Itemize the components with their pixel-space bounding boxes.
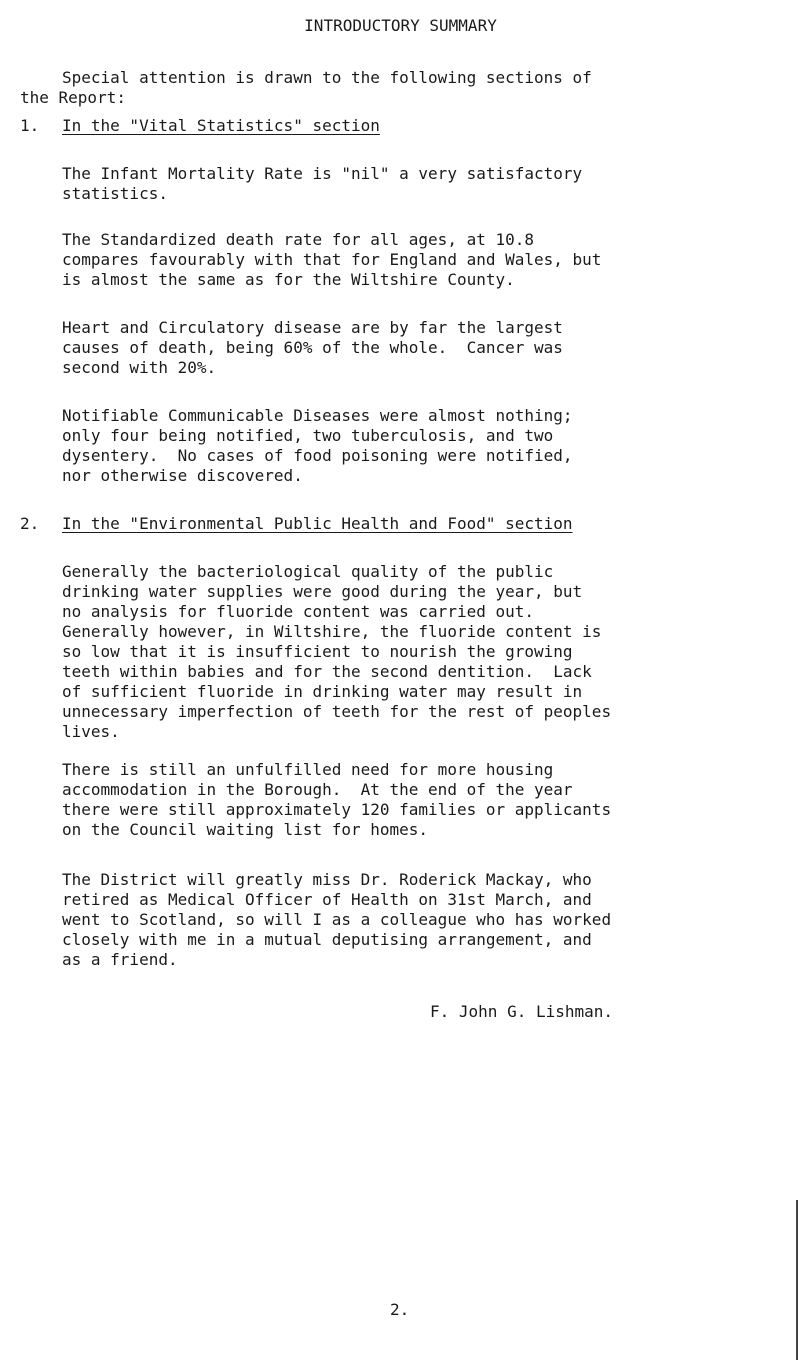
section-1-paragraph-4: Notifiable Communicable Diseases were almost nothing; only four being notified, two tuberculosis, and two dysentery. No cases of food poisoning were notified, nor otherwise discovered. bbox=[62, 406, 573, 485]
section-2-paragraph-2: There is still an unfulfilled need for more housing accommodation in the Borough. At the end of the year there were still approximately 120 families or applicants on the Council waiting list for homes. bbox=[62, 760, 612, 839]
page-number: 2. bbox=[390, 1300, 410, 1319]
margin-rule bbox=[796, 1200, 798, 1360]
section-2-number: 2. bbox=[20, 514, 40, 533]
section-1-number: 1. bbox=[20, 116, 40, 135]
section-2-paragraph-3: The District will greatly miss Dr. Roderick Mackay, who retired as Medical Officer of Health on 31st March, and went to Scotland, so will I as a colleague who has worked closely with me in a mutual deputising arrangement, and as a friend. bbox=[62, 870, 612, 969]
section-2-paragraph-1: Generally the bacteriological quality of the public drinking water supplies were good during the year, but no analysis for fluoride content was carried out. Generally however, in Wiltshire, the fluoride content is so low that it is insufficient to nourish the growing teeth within babies and for the second dentition. Lack of sufficient fluoride in drinking water may result in unnecessary imperfection of teeth for the rest of peoples lives. bbox=[62, 562, 612, 741]
intro-paragraph bbox=[20, 68, 592, 108]
intro-line: Special attention is drawn to the following sections of bbox=[62, 68, 592, 87]
section-2-heading: In the "Environmental Public Health and Food" section bbox=[62, 514, 573, 533]
signature: F. John G. Lishman. bbox=[430, 1002, 614, 1021]
intro-line: the Report: bbox=[20, 88, 126, 107]
page-title: INTRODUCTORY SUMMARY bbox=[304, 16, 497, 35]
section-1-paragraph-3: Heart and Circulatory disease are by far the largest causes of death, being 60% of the whole. Cancer was second with 20%. bbox=[62, 318, 563, 377]
section-1-paragraph-2: The Standardized death rate for all ages, at 10.8 compares favourably with that for England and Wales, but is almost the same as for the Wiltshire County. bbox=[62, 230, 602, 289]
section-1-heading: In the "Vital Statistics" section bbox=[62, 116, 380, 135]
section-1-paragraph-1: The Infant Mortality Rate is "nil" a very satisfactory statistics. bbox=[62, 164, 583, 203]
